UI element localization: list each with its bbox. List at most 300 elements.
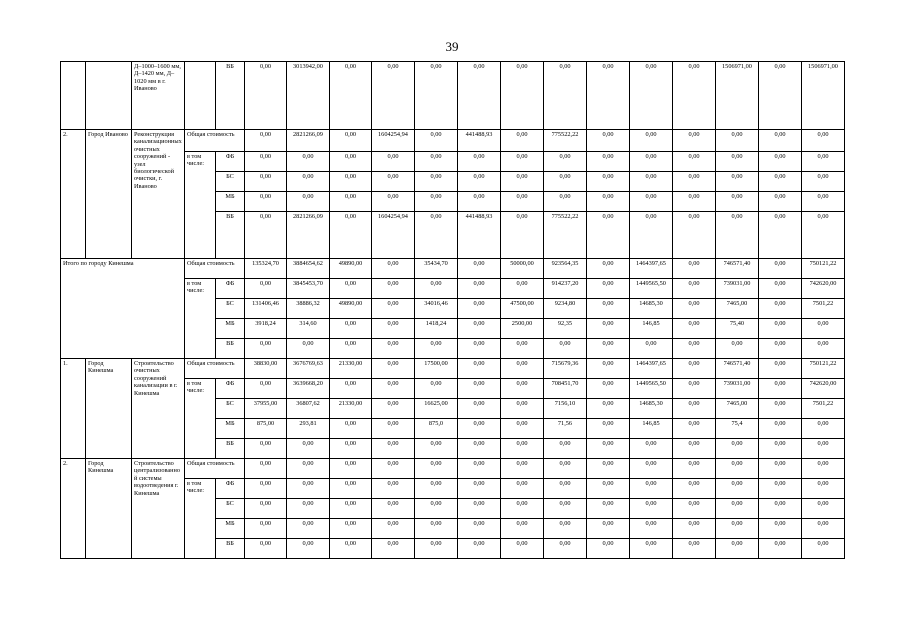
table-cell: 0,00 xyxy=(716,192,759,212)
table-cell: МБ xyxy=(216,419,245,439)
table-cell: 9234,80 xyxy=(544,299,587,319)
table-cell: ФБ xyxy=(216,152,245,172)
page-number: 39 xyxy=(445,39,459,54)
table-cell: 750121,22 xyxy=(802,259,845,279)
table-cell: 914237,20 xyxy=(544,279,587,299)
table-cell: 739031,00 xyxy=(716,379,759,399)
table-cell: 0,00 xyxy=(630,152,673,172)
table-cell: Строительство очистных сооружений канализации в г. Кинешма xyxy=(132,359,185,459)
table-cell: 0,00 xyxy=(287,152,330,172)
table-cell: 0,00 xyxy=(501,519,544,539)
table-cell: 1604254,94 xyxy=(372,212,415,259)
table-cell: 0,00 xyxy=(458,192,501,212)
table-cell: 1506971,00 xyxy=(716,62,759,130)
table-cell: 0,00 xyxy=(330,339,372,359)
table-cell: 7465,00 xyxy=(716,399,759,419)
table-cell: 0,00 xyxy=(673,279,716,299)
table-cell: 0,00 xyxy=(716,152,759,172)
table-cell: 0,00 xyxy=(501,339,544,359)
table-cell: 0,00 xyxy=(673,212,716,259)
table-cell: 0,00 xyxy=(673,339,716,359)
table-cell: 0,00 xyxy=(802,212,845,259)
table-cell: 0,00 xyxy=(802,519,845,539)
table-cell: 0,00 xyxy=(330,152,372,172)
table-cell: 0,00 xyxy=(587,379,630,399)
table-cell: 131406,46 xyxy=(245,299,287,319)
table-cell: БС xyxy=(216,172,245,192)
table-cell: БС xyxy=(216,499,245,519)
table-cell: 0,00 xyxy=(372,519,415,539)
table-cell: 0,00 xyxy=(287,459,330,479)
table-cell: 3676769,63 xyxy=(287,359,330,379)
table-cell: 0,00 xyxy=(372,399,415,419)
table-cell: 0,00 xyxy=(330,62,372,130)
table-cell: 0,00 xyxy=(759,279,802,299)
table-cell: 0,00 xyxy=(587,130,630,152)
table-cell: 0,00 xyxy=(673,479,716,499)
table-cell: 7465,00 xyxy=(716,299,759,319)
table-cell: 0,00 xyxy=(330,519,372,539)
table-cell: 7501,22 xyxy=(802,299,845,319)
table-cell: 21330,00 xyxy=(330,359,372,379)
table-cell: 0,00 xyxy=(673,359,716,379)
table-cell: 21330,00 xyxy=(330,399,372,419)
table-cell: 0,00 xyxy=(802,130,845,152)
table-cell: 0,00 xyxy=(458,172,501,192)
table-cell: 0,00 xyxy=(372,172,415,192)
table-cell: 0,00 xyxy=(245,172,287,192)
table-body xyxy=(61,62,845,559)
table-cell xyxy=(86,62,132,130)
table-cell: 441488,93 xyxy=(458,130,501,152)
table-cell: 0,00 xyxy=(245,339,287,359)
table-cell: 0,00 xyxy=(759,339,802,359)
table-cell: 0,00 xyxy=(415,62,458,130)
table-cell: 0,00 xyxy=(372,259,415,279)
table-cell: Общая стоимость xyxy=(185,459,245,479)
table-cell: 0,00 xyxy=(501,399,544,419)
table-cell: 0,00 xyxy=(458,299,501,319)
table-cell: 0,00 xyxy=(501,359,544,379)
table-cell: 0,00 xyxy=(245,519,287,539)
table-cell: 0,00 xyxy=(458,479,501,499)
table-cell: 37955,00 xyxy=(245,399,287,419)
table-cell: ВБ xyxy=(216,212,245,259)
table-cell: 0,00 xyxy=(415,192,458,212)
table-cell: 0,00 xyxy=(458,279,501,299)
table-cell: 0,00 xyxy=(759,499,802,519)
table-cell: 0,00 xyxy=(458,379,501,399)
table-cell: 2. xyxy=(61,459,86,559)
table-cell: в том числе: xyxy=(185,152,216,259)
table-cell: 0,00 xyxy=(458,399,501,419)
table-cell: 0,00 xyxy=(372,379,415,399)
table-cell: 0,00 xyxy=(458,519,501,539)
table-cell: 0,00 xyxy=(415,499,458,519)
table-cell: 0,00 xyxy=(372,499,415,519)
table-cell: 0,00 xyxy=(415,459,458,479)
table-cell: 0,00 xyxy=(501,459,544,479)
table-cell: 2821266,09 xyxy=(287,212,330,259)
table-cell: Реконструкция канализационных очистных сооружений - узел биологической очистки, г. Иваново xyxy=(132,130,185,259)
table-cell: 0,00 xyxy=(802,172,845,192)
table-cell: 92,35 xyxy=(544,319,587,339)
table-cell: 0,00 xyxy=(544,339,587,359)
table-cell: 0,00 xyxy=(673,319,716,339)
table-cell: 715679,36 xyxy=(544,359,587,379)
table-cell: 3918,24 xyxy=(245,319,287,339)
table-cell: ВБ xyxy=(216,339,245,359)
table-cell: 2. xyxy=(61,130,86,259)
table-cell: 0,00 xyxy=(501,379,544,399)
table-cell: 2821266,09 xyxy=(287,130,330,152)
table-cell: 0,00 xyxy=(501,499,544,519)
table-cell: в том числе: xyxy=(185,279,216,359)
table-cell: Город Кинешма xyxy=(86,359,132,459)
table-cell: 135324,70 xyxy=(245,259,287,279)
table-cell: 0,00 xyxy=(415,539,458,559)
table-cell: БС xyxy=(216,299,245,319)
table-cell: 0,00 xyxy=(759,399,802,419)
table-cell: 0,00 xyxy=(330,212,372,259)
table-cell: 0,00 xyxy=(587,339,630,359)
table-cell: 0,00 xyxy=(759,172,802,192)
table-cell: 0,00 xyxy=(330,479,372,499)
table-cell: 0,00 xyxy=(587,519,630,539)
table-cell: 75,40 xyxy=(716,319,759,339)
table-cell: 0,00 xyxy=(458,359,501,379)
table-cell: 0,00 xyxy=(501,172,544,192)
table-cell: 0,00 xyxy=(716,212,759,259)
table-cell: 0,00 xyxy=(802,152,845,172)
table-cell: 2500,00 xyxy=(501,319,544,339)
table-cell: 0,00 xyxy=(587,419,630,439)
table-cell: 1604254,94 xyxy=(372,130,415,152)
table-cell: ФБ xyxy=(216,279,245,299)
table-cell: 0,00 xyxy=(759,152,802,172)
table-cell: 0,00 xyxy=(415,172,458,192)
table-cell: 49890,00 xyxy=(330,299,372,319)
table-cell: 0,00 xyxy=(759,259,802,279)
table-cell: 0,00 xyxy=(759,479,802,499)
table-cell: 0,00 xyxy=(673,459,716,479)
table-cell: 0,00 xyxy=(415,339,458,359)
table-cell: 0,00 xyxy=(415,479,458,499)
table-cell: 7501,22 xyxy=(802,399,845,419)
table-cell: Общая стоимость xyxy=(185,130,245,152)
table-row xyxy=(61,259,845,279)
table-cell: 49890,00 xyxy=(330,259,372,279)
table-cell: 38830,00 xyxy=(245,359,287,379)
table-cell: 0,00 xyxy=(287,192,330,212)
table-cell: 0,00 xyxy=(587,279,630,299)
table-cell: 0,00 xyxy=(415,152,458,172)
table-cell: в том числе: xyxy=(185,479,216,559)
table-cell: 0,00 xyxy=(759,359,802,379)
table-cell: 0,00 xyxy=(759,62,802,130)
table-cell: 0,00 xyxy=(501,192,544,212)
table-cell: 0,00 xyxy=(501,62,544,130)
table-cell: 1464397,65 xyxy=(630,359,673,379)
table-cell: 0,00 xyxy=(759,519,802,539)
table-cell: 0,00 xyxy=(802,319,845,339)
table-cell: 0,00 xyxy=(673,419,716,439)
table-cell: 0,00 xyxy=(287,519,330,539)
table-cell: 0,00 xyxy=(802,439,845,459)
table-cell: 14685,30 xyxy=(630,399,673,419)
table-cell: 0,00 xyxy=(587,459,630,479)
table-cell: 0,00 xyxy=(330,192,372,212)
table-cell: 0,00 xyxy=(716,172,759,192)
table-cell: 0,00 xyxy=(458,339,501,359)
table-cell: 0,00 xyxy=(372,479,415,499)
table-cell: 0,00 xyxy=(587,499,630,519)
table-cell: 0,00 xyxy=(630,499,673,519)
table-cell: 0,00 xyxy=(458,319,501,339)
table-cell: 146,85 xyxy=(630,319,673,339)
table-cell: 0,00 xyxy=(458,499,501,519)
table-cell xyxy=(185,62,216,130)
table-cell: 0,00 xyxy=(415,130,458,152)
table-cell: 0,00 xyxy=(415,519,458,539)
table-cell: 739031,00 xyxy=(716,279,759,299)
table-cell: 0,00 xyxy=(673,62,716,130)
table-cell: 0,00 xyxy=(330,319,372,339)
table-cell: 0,00 xyxy=(673,439,716,459)
table-cell: 0,00 xyxy=(759,439,802,459)
table-cell: 0,00 xyxy=(501,279,544,299)
table-cell: 0,00 xyxy=(330,419,372,439)
table-cell: 71,56 xyxy=(544,419,587,439)
table-cell: 0,00 xyxy=(372,359,415,379)
table-cell: 775522,22 xyxy=(544,212,587,259)
table-cell: 0,00 xyxy=(501,419,544,439)
table-cell: 0,00 xyxy=(245,130,287,152)
table-cell: 0,00 xyxy=(372,299,415,319)
table-cell: 0,00 xyxy=(587,299,630,319)
table-cell: ФБ xyxy=(216,379,245,399)
table-cell: 875,0 xyxy=(415,419,458,439)
table-cell: 3884654,62 xyxy=(287,259,330,279)
table-cell: 1449565,50 xyxy=(630,279,673,299)
table-cell: 0,00 xyxy=(716,519,759,539)
table-cell: 742620,00 xyxy=(802,379,845,399)
table-cell: Итого по городу Кинешма xyxy=(61,259,185,359)
table-cell: 0,00 xyxy=(673,519,716,539)
table-cell: 0,00 xyxy=(330,439,372,459)
table-cell: 50000,00 xyxy=(501,259,544,279)
table-cell: МБ xyxy=(216,192,245,212)
table-cell: 0,00 xyxy=(587,319,630,339)
table-cell: 742620,00 xyxy=(802,279,845,299)
table-cell: 0,00 xyxy=(544,479,587,499)
table-cell: 314,60 xyxy=(287,319,330,339)
table-cell: 0,00 xyxy=(245,379,287,399)
table-cell: 1449565,50 xyxy=(630,379,673,399)
table-cell: 0,00 xyxy=(802,339,845,359)
table-cell: 0,00 xyxy=(587,399,630,419)
financing-table xyxy=(60,61,845,559)
table-cell: Общая стоимость xyxy=(185,359,245,379)
table-cell: 0,00 xyxy=(458,539,501,559)
table-cell: 0,00 xyxy=(245,212,287,259)
table-cell: 0,00 xyxy=(759,130,802,152)
table-cell: 0,00 xyxy=(759,459,802,479)
table-cell: 0,00 xyxy=(587,212,630,259)
table-cell: 0,00 xyxy=(245,479,287,499)
table-cell: 35434,70 xyxy=(415,259,458,279)
table-row xyxy=(61,459,845,479)
table-cell: 0,00 xyxy=(587,479,630,499)
table-cell: 0,00 xyxy=(587,62,630,130)
table-cell: 0,00 xyxy=(458,419,501,439)
table-cell: 0,00 xyxy=(372,459,415,479)
table-cell: 0,00 xyxy=(372,279,415,299)
table-cell: 0,00 xyxy=(673,379,716,399)
table-cell: 0,00 xyxy=(630,439,673,459)
table-cell: 0,00 xyxy=(544,439,587,459)
table-cell: 0,00 xyxy=(245,439,287,459)
table-cell: 0,00 xyxy=(330,130,372,152)
table-cell: 0,00 xyxy=(501,539,544,559)
table-cell: 0,00 xyxy=(630,192,673,212)
table-cell: 0,00 xyxy=(544,172,587,192)
table-cell: 0,00 xyxy=(544,499,587,519)
table-cell: ВБ xyxy=(216,62,245,130)
table-cell: 0,00 xyxy=(716,339,759,359)
table-cell: 75,4 xyxy=(716,419,759,439)
table-cell: 0,00 xyxy=(673,152,716,172)
table-cell: 146,85 xyxy=(630,419,673,439)
table-cell: 0,00 xyxy=(587,539,630,559)
table-cell: Д–1000–1600 мм, Д–1420 мм, Д–1020 мм в г. Иваново xyxy=(132,62,185,130)
table-cell: 0,00 xyxy=(802,539,845,559)
table-cell: 0,00 xyxy=(673,172,716,192)
table-cell: 0,00 xyxy=(245,279,287,299)
table-cell: 775522,22 xyxy=(544,130,587,152)
table-cell: 0,00 xyxy=(501,212,544,259)
table-cell: 0,00 xyxy=(544,539,587,559)
table-cell: 0,00 xyxy=(716,459,759,479)
table-cell: 0,00 xyxy=(630,459,673,479)
table-cell: 0,00 xyxy=(372,152,415,172)
table-cell: 7156,10 xyxy=(544,399,587,419)
table-cell: 0,00 xyxy=(716,130,759,152)
table-cell: 0,00 xyxy=(630,172,673,192)
table-cell: 0,00 xyxy=(372,439,415,459)
table-cell: 0,00 xyxy=(587,172,630,192)
table-cell xyxy=(61,62,86,130)
table-cell: 0,00 xyxy=(287,479,330,499)
table-cell: 0,00 xyxy=(330,459,372,479)
table-cell: 0,00 xyxy=(287,339,330,359)
table-cell: БС xyxy=(216,399,245,419)
table-cell: 0,00 xyxy=(802,499,845,519)
table-cell: 36807,62 xyxy=(287,399,330,419)
table-cell: 0,00 xyxy=(630,339,673,359)
table-cell: 0,00 xyxy=(630,130,673,152)
table-cell: 0,00 xyxy=(759,299,802,319)
table-cell: 293,81 xyxy=(287,419,330,439)
table-cell: 0,00 xyxy=(330,499,372,519)
table-cell: 0,00 xyxy=(802,479,845,499)
table-cell: 0,00 xyxy=(716,479,759,499)
table-cell: 0,00 xyxy=(759,379,802,399)
table-cell: 0,00 xyxy=(544,459,587,479)
table-cell: 0,00 xyxy=(501,152,544,172)
table-cell: Город Кинешма xyxy=(86,459,132,559)
table-cell: 0,00 xyxy=(372,339,415,359)
table-cell: 0,00 xyxy=(245,152,287,172)
table-cell: 0,00 xyxy=(415,279,458,299)
table-cell: 0,00 xyxy=(501,479,544,499)
table-cell: 0,00 xyxy=(372,319,415,339)
table-cell: 746571,40 xyxy=(716,359,759,379)
table-cell: 0,00 xyxy=(245,62,287,130)
table-cell: 0,00 xyxy=(716,539,759,559)
table-cell: 0,00 xyxy=(630,212,673,259)
table-cell: 0,00 xyxy=(372,419,415,439)
table-cell: 875,00 xyxy=(245,419,287,439)
table-cell: 0,00 xyxy=(630,539,673,559)
table-cell: 0,00 xyxy=(330,279,372,299)
table-cell: 0,00 xyxy=(716,439,759,459)
table-cell: 0,00 xyxy=(716,499,759,519)
table-cell: ВБ xyxy=(216,539,245,559)
table-cell: 0,00 xyxy=(372,192,415,212)
table-cell: 0,00 xyxy=(458,62,501,130)
table-cell: 0,00 xyxy=(245,539,287,559)
table-cell: 1464397,65 xyxy=(630,259,673,279)
table-cell: 0,00 xyxy=(630,62,673,130)
table-cell: 0,00 xyxy=(245,459,287,479)
table-cell: 0,00 xyxy=(287,172,330,192)
table-cell: 3013942,00 xyxy=(287,62,330,130)
table-cell: 0,00 xyxy=(673,539,716,559)
table-cell: 0,00 xyxy=(673,299,716,319)
table-cell: 0,00 xyxy=(587,359,630,379)
table-row xyxy=(61,62,845,130)
table-cell: 0,00 xyxy=(587,439,630,459)
table-cell: 0,00 xyxy=(802,419,845,439)
table-cell: 0,00 xyxy=(673,192,716,212)
table-cell: в том числе: xyxy=(185,379,216,459)
table-cell: 3845453,70 xyxy=(287,279,330,299)
table-cell: 0,00 xyxy=(587,259,630,279)
table-cell: 1506971,00 xyxy=(802,62,845,130)
table-cell: 0,00 xyxy=(759,419,802,439)
table-cell: 34016,46 xyxy=(415,299,458,319)
table-cell: 0,00 xyxy=(673,499,716,519)
table-cell: 0,00 xyxy=(501,130,544,152)
table-cell: 923564,35 xyxy=(544,259,587,279)
table-cell: ФБ xyxy=(216,479,245,499)
table-cell: 0,00 xyxy=(458,459,501,479)
table-cell: 0,00 xyxy=(544,152,587,172)
table-cell: 47500,00 xyxy=(501,299,544,319)
table-cell: 0,00 xyxy=(245,499,287,519)
table-cell: 0,00 xyxy=(287,439,330,459)
table-cell: 14685,30 xyxy=(630,299,673,319)
table-row xyxy=(61,130,845,152)
table-cell: 0,00 xyxy=(458,259,501,279)
table-cell: 1. xyxy=(61,359,86,459)
table-cell: 0,00 xyxy=(287,539,330,559)
table-cell: 441488,93 xyxy=(458,212,501,259)
table-cell: 1418,24 xyxy=(415,319,458,339)
table-cell: 0,00 xyxy=(544,192,587,212)
table-cell: 0,00 xyxy=(630,479,673,499)
